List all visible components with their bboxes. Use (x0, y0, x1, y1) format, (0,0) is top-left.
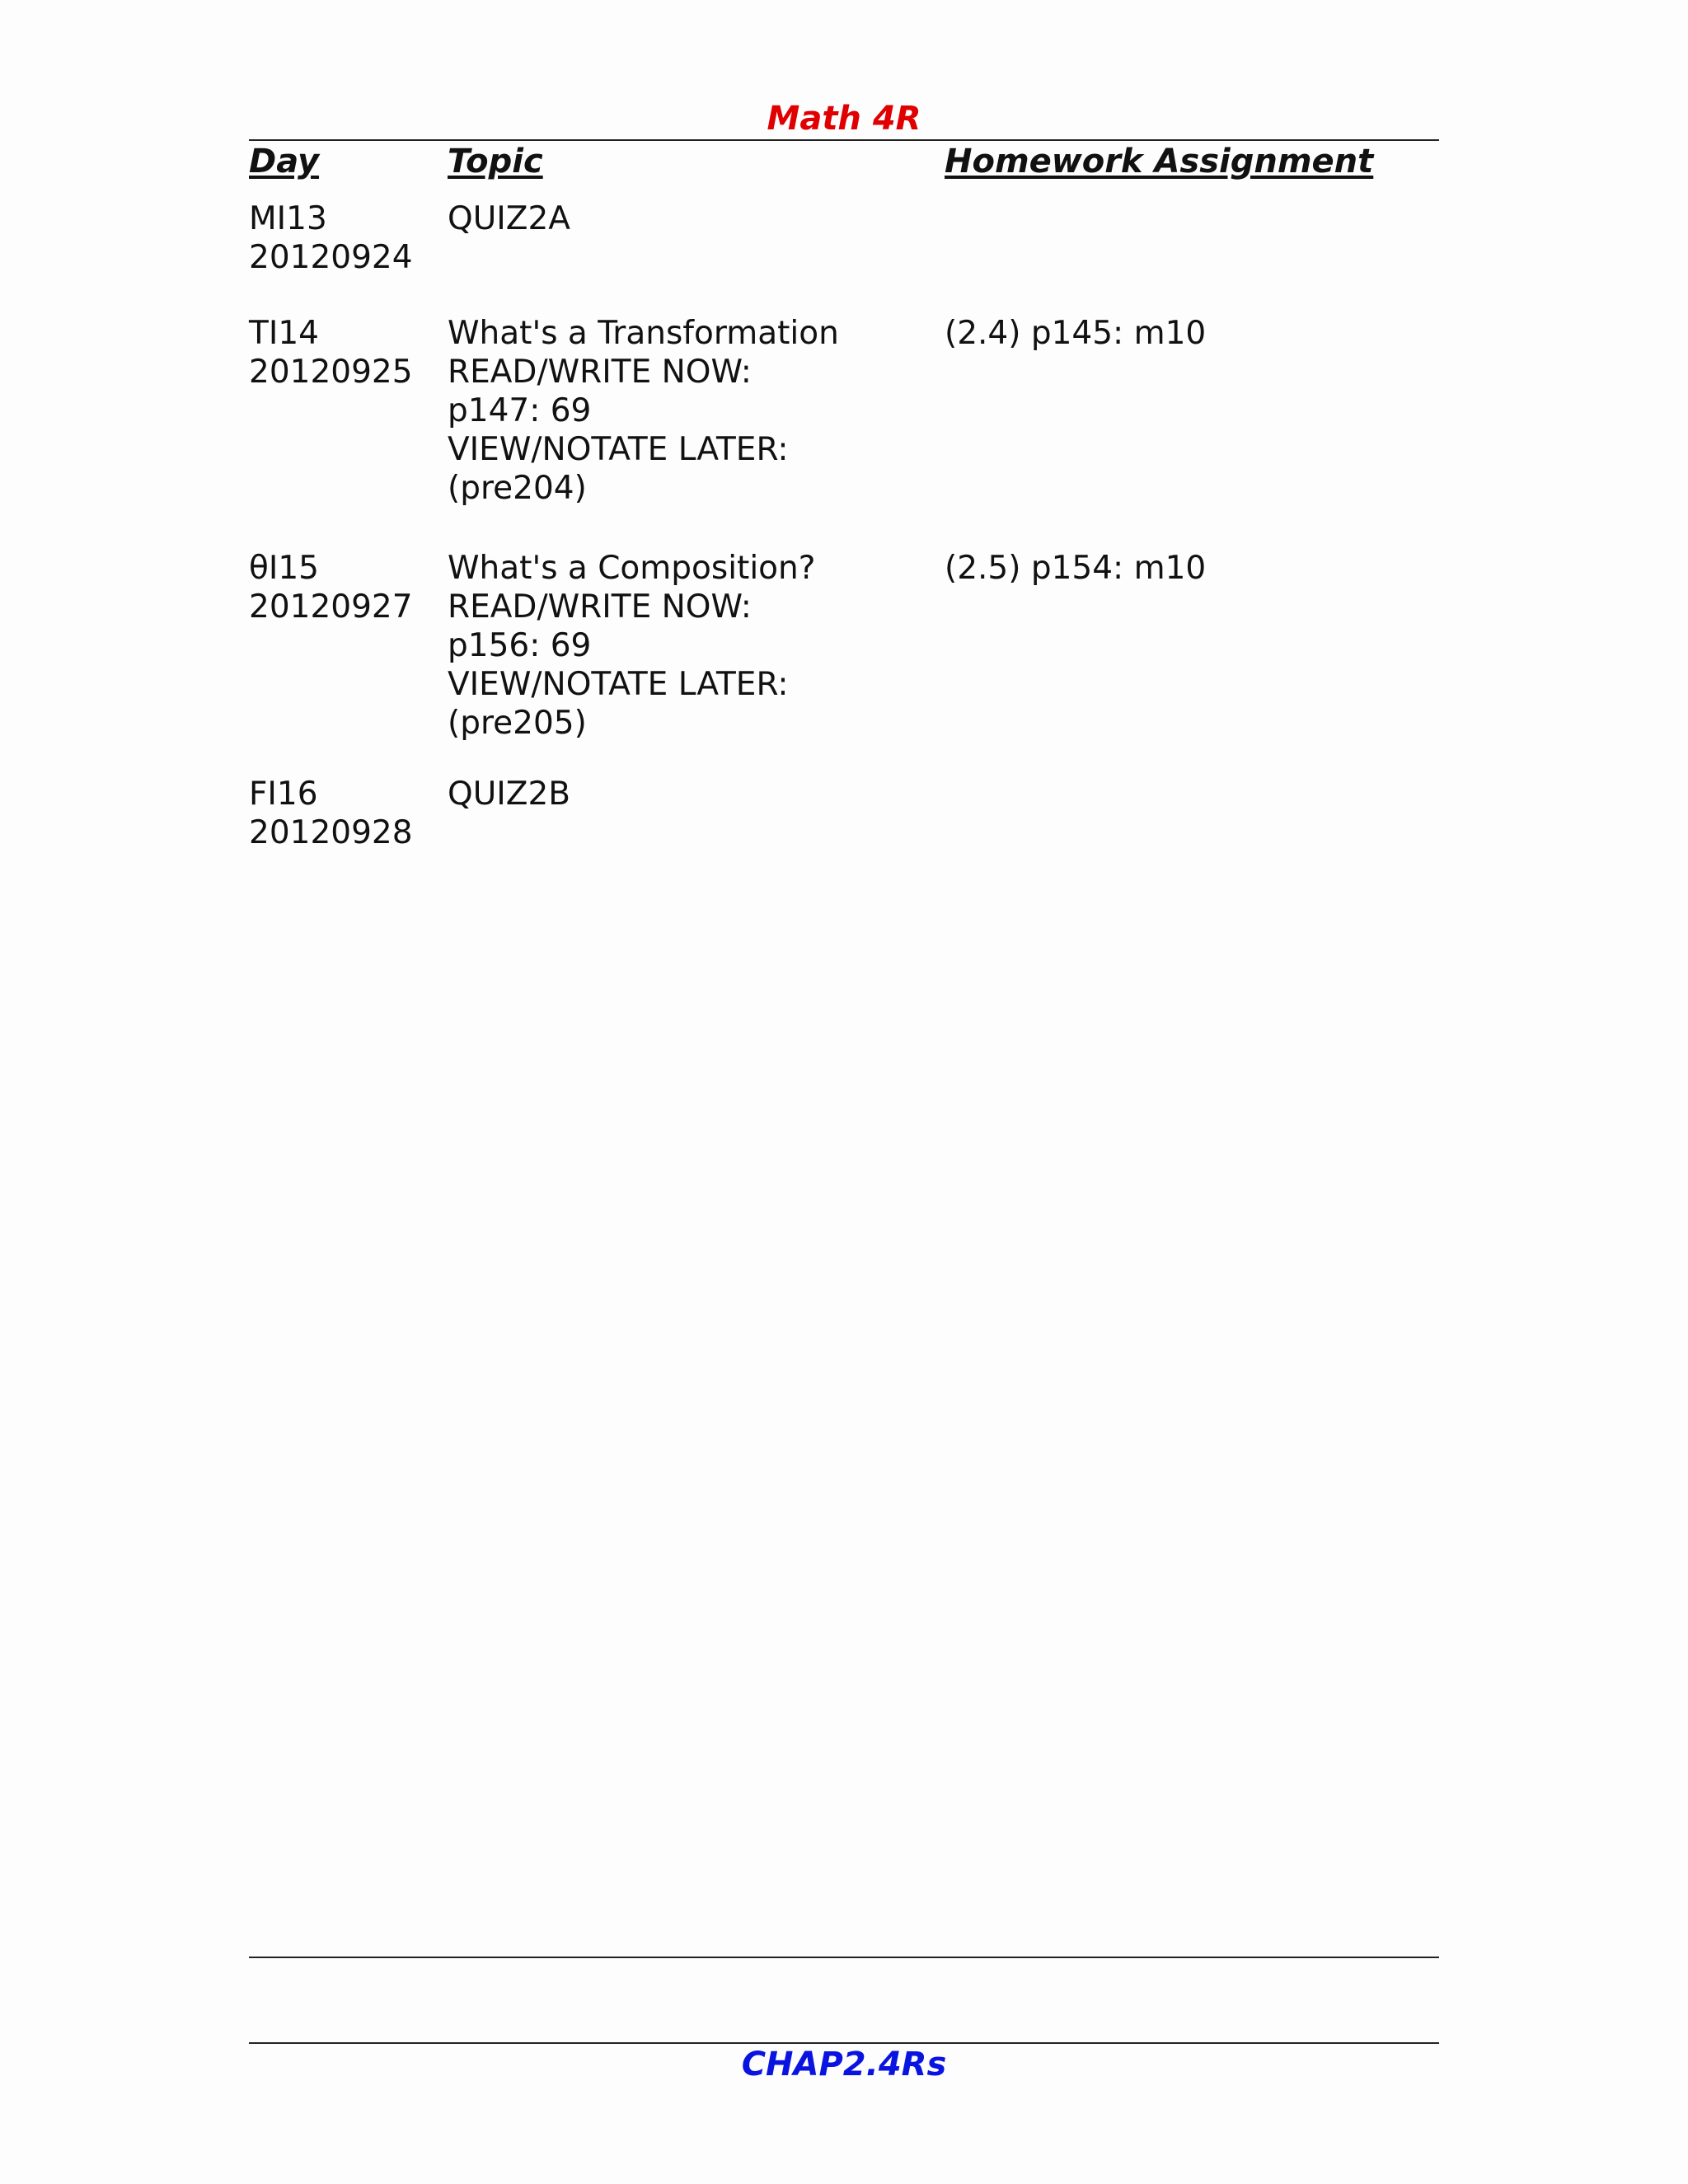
homework-cell: (2.4) p145: m10 (945, 315, 1207, 352)
day-code: MI13 (249, 200, 327, 237)
column-header-topic: Topic (448, 143, 543, 180)
homework-cell: (2.5) p154: m10 (945, 550, 1207, 587)
column-header-day: Day (249, 143, 320, 180)
topic-line: VIEW/NOTATE LATER: (448, 666, 789, 703)
day-date: 20120924 (249, 239, 413, 276)
topic-line: VIEW/NOTATE LATER: (448, 431, 789, 468)
topic-line: What's a Transformation (448, 315, 839, 352)
day-cell (249, 314, 413, 391)
day-code: θI15 (249, 550, 319, 587)
day-code: TI14 (249, 315, 319, 352)
day-cell (249, 775, 413, 852)
day-cell (249, 199, 413, 277)
topic-line: (pre205) (448, 705, 587, 742)
topic-cell (448, 199, 570, 238)
table-header (249, 137, 1439, 186)
topic-cell (448, 314, 839, 508)
column-header-homework: Homework Assignment (945, 143, 1374, 180)
footer-label: CHAP2.4Rs (741, 2046, 947, 2083)
topic-line: QUIZ2A (448, 200, 570, 237)
topic-line: READ/WRITE NOW: (448, 354, 752, 391)
day-code: FI16 (249, 776, 318, 813)
day-date: 20120927 (249, 588, 413, 626)
page-title: Math 4R (767, 100, 921, 138)
topic-line: p156: 69 (448, 627, 592, 664)
topic-line: What's a Composition? (448, 550, 816, 587)
footer-divider-upper (249, 1957, 1439, 1958)
day-date: 20120928 (249, 814, 413, 851)
topic-cell (448, 549, 815, 743)
topic-cell (448, 775, 570, 813)
topic-line: p147: 69 (448, 392, 592, 429)
topic-line: READ/WRITE NOW: (448, 588, 752, 626)
day-cell (249, 549, 413, 626)
topic-line: QUIZ2B (448, 776, 571, 813)
day-date: 20120925 (249, 354, 413, 391)
topic-line: (pre204) (448, 470, 587, 507)
